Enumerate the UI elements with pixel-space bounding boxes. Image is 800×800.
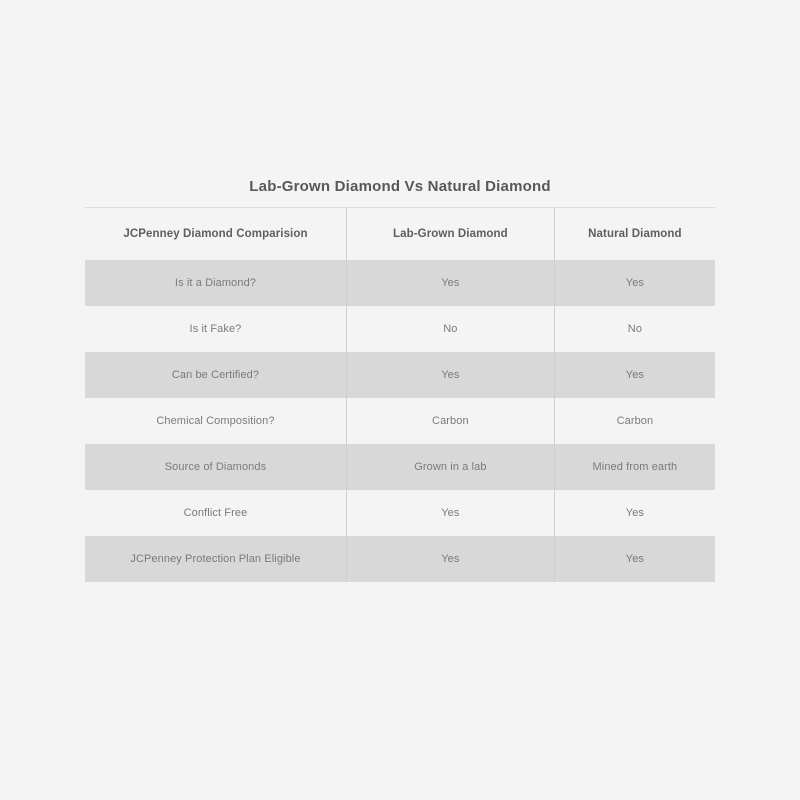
cell-lab-grown: Grown in a lab — [346, 444, 554, 490]
row-label: Can be Certified? — [85, 352, 346, 398]
column-header-lab-grown: Lab-Grown Diamond — [346, 208, 554, 260]
table-row — [85, 352, 715, 398]
page-title: Lab-Grown Diamond Vs Natural Diamond — [85, 178, 715, 208]
row-label: Source of Diamonds — [85, 444, 346, 490]
cell-natural: Yes — [554, 352, 715, 398]
table-row — [85, 536, 715, 582]
cell-natural: Yes — [554, 536, 715, 582]
column-header-natural: Natural Diamond — [554, 208, 715, 260]
column-header-feature: JCPenney Diamond Comparision — [123, 228, 308, 240]
cell-lab-grown: No — [346, 306, 554, 352]
table-row — [85, 444, 715, 490]
row-label: Chemical Composition? — [156, 415, 275, 427]
table-row — [85, 398, 715, 444]
comparison-table-container — [85, 178, 715, 582]
table-row — [85, 306, 715, 352]
comparison-table — [85, 208, 715, 582]
cell-lab-grown: Yes — [346, 352, 554, 398]
table-row — [85, 490, 715, 536]
row-label: Conflict Free — [183, 507, 248, 519]
table-row — [85, 260, 715, 306]
cell-natural: Carbon — [554, 398, 715, 444]
table-header-row — [85, 208, 715, 260]
row-label: JCPenney Protection Plan Eligible — [85, 536, 346, 582]
row-label: Is it Fake? — [189, 323, 242, 335]
cell-natural: No — [554, 306, 715, 352]
cell-natural: Yes — [554, 260, 715, 306]
cell-lab-grown: Carbon — [346, 398, 554, 444]
table-header — [85, 208, 715, 260]
cell-lab-grown: Yes — [346, 536, 554, 582]
cell-lab-grown: Yes — [346, 260, 554, 306]
table-body — [85, 260, 715, 582]
cell-lab-grown: Yes — [346, 490, 554, 536]
cell-natural: Mined from earth — [554, 444, 715, 490]
row-label: Is it a Diamond? — [85, 260, 346, 306]
cell-natural: Yes — [554, 490, 715, 536]
